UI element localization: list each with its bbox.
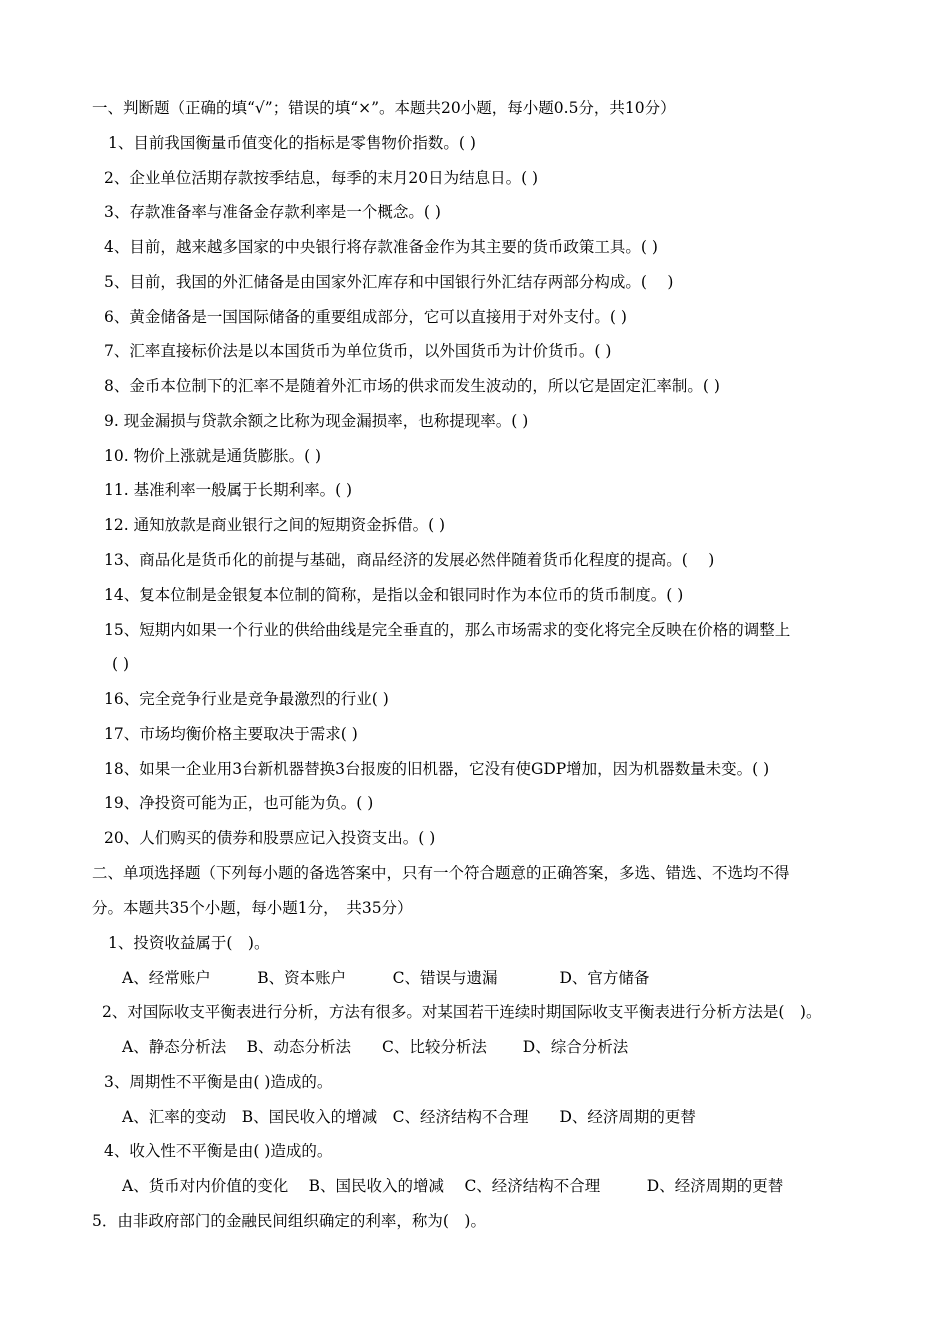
- question-item: 9. 现金漏损与贷款余额之比称为现金漏损率，也称提现率。( ): [104, 412, 529, 430]
- choice-question: 2、对国际收支平衡表进行分析，方法有很多。对某国若干连续时期国际收支平衡表进行分析方法是( )。: [102, 1003, 822, 1021]
- question-item: 13、商品化是货币化的前提与基础，商品经济的发展必然伴随着货币化程度的提高。( ): [104, 551, 715, 569]
- question-item: 5、目前，我国的外汇储备是由国家外汇库存和中国银行外汇结存两部分构成。( ): [104, 273, 674, 291]
- question-item: 11. 基准利率一般属于长期利率。( ): [104, 481, 353, 499]
- choice-options: A、静态分析法 B、动态分析法 C、比较分析法 D、综合分析法: [122, 1038, 629, 1056]
- question-item: 17、市场均衡价格主要取决于需求( ): [104, 725, 358, 743]
- question-item-continuation: ( ): [112, 655, 130, 673]
- choice-options: A、汇率的变动 B、国民收入的增减 C、经济结构不合理 D、经济周期的更替: [122, 1108, 696, 1126]
- question-item: 16、完全竞争行业是竞争最激烈的行业( ): [104, 690, 389, 708]
- question-item: 6、黄金储备是一国国际储备的重要组成部分，它可以直接用于对外支付。( ): [104, 308, 627, 326]
- section-1-heading: 一、判断题（正确的填“√”；错误的填“×”。本题共20小题，每小题0.5分，共10分）: [92, 99, 676, 117]
- question-item: 20、人们购买的债券和股票应记入投资支出。( ): [104, 829, 436, 847]
- choice-question: 4、收入性不平衡是由( )造成的。: [104, 1142, 333, 1160]
- question-item: 15、短期内如果一个行业的供给曲线是完全垂直的，那么市场需求的变化将完全反映在价格的调整上: [104, 621, 791, 639]
- question-item: 1、目前我国衡量币值变化的指标是零售物价指数。( ): [108, 134, 476, 152]
- choice-options: A、货币对内价值的变化 B、国民收入的增减 C、经济结构不合理 D、经济周期的更替: [122, 1177, 784, 1195]
- question-item: 2、企业单位活期存款按季结息，每季的末月20日为结息日。( ): [104, 169, 539, 187]
- question-item: 12. 通知放款是商业银行之间的短期资金拆借。( ): [104, 516, 446, 534]
- choice-question: 5．由非政府部门的金融民间组织确定的利率，称为( )。: [92, 1212, 486, 1230]
- question-item: 18、如果一企业用3台新机器替换3台报废的旧机器，它没有使GDP增加，因为机器数量未变。( ): [104, 760, 770, 778]
- question-item: 7、汇率直接标价法是以本国货币为单位货币，以外国货币为计价货币。( ): [104, 342, 612, 360]
- question-item: 4、目前，越来越多国家的中央银行将存款准备金作为其主要的货币政策工具。( ): [104, 238, 658, 256]
- section-2-heading: 二、单项选择题（下列每小题的备选答案中，只有一个符合题意的正确答案，多选、错选、不选均不得: [92, 864, 790, 882]
- question-item: 14、复本位制是金银复本位制的简称，是指以金和银同时作为本位币的货币制度。( ): [104, 586, 684, 604]
- question-item: 3、存款准备率与准备金存款利率是一个概念。( ): [104, 203, 441, 221]
- choice-options: A、经常账户 B、资本账户 C、错误与遗漏 D、官方储备: [122, 969, 650, 987]
- question-item: 8、金币本位制下的汇率不是随着外汇市场的供求而发生波动的，所以它是固定汇率制。( ): [104, 377, 720, 395]
- section-2-heading-continued: 分。本题共35个小题，每小题1分， 共35分）: [92, 899, 413, 917]
- choice-question: 3、周期性不平衡是由( )造成的。: [104, 1073, 333, 1091]
- choice-question: 1、投资收益属于( )。: [108, 934, 270, 952]
- question-item: 19、净投资可能为正，也可能为负。( ): [104, 794, 374, 812]
- question-item: 10. 物价上涨就是通货膨胀。( ): [104, 447, 322, 465]
